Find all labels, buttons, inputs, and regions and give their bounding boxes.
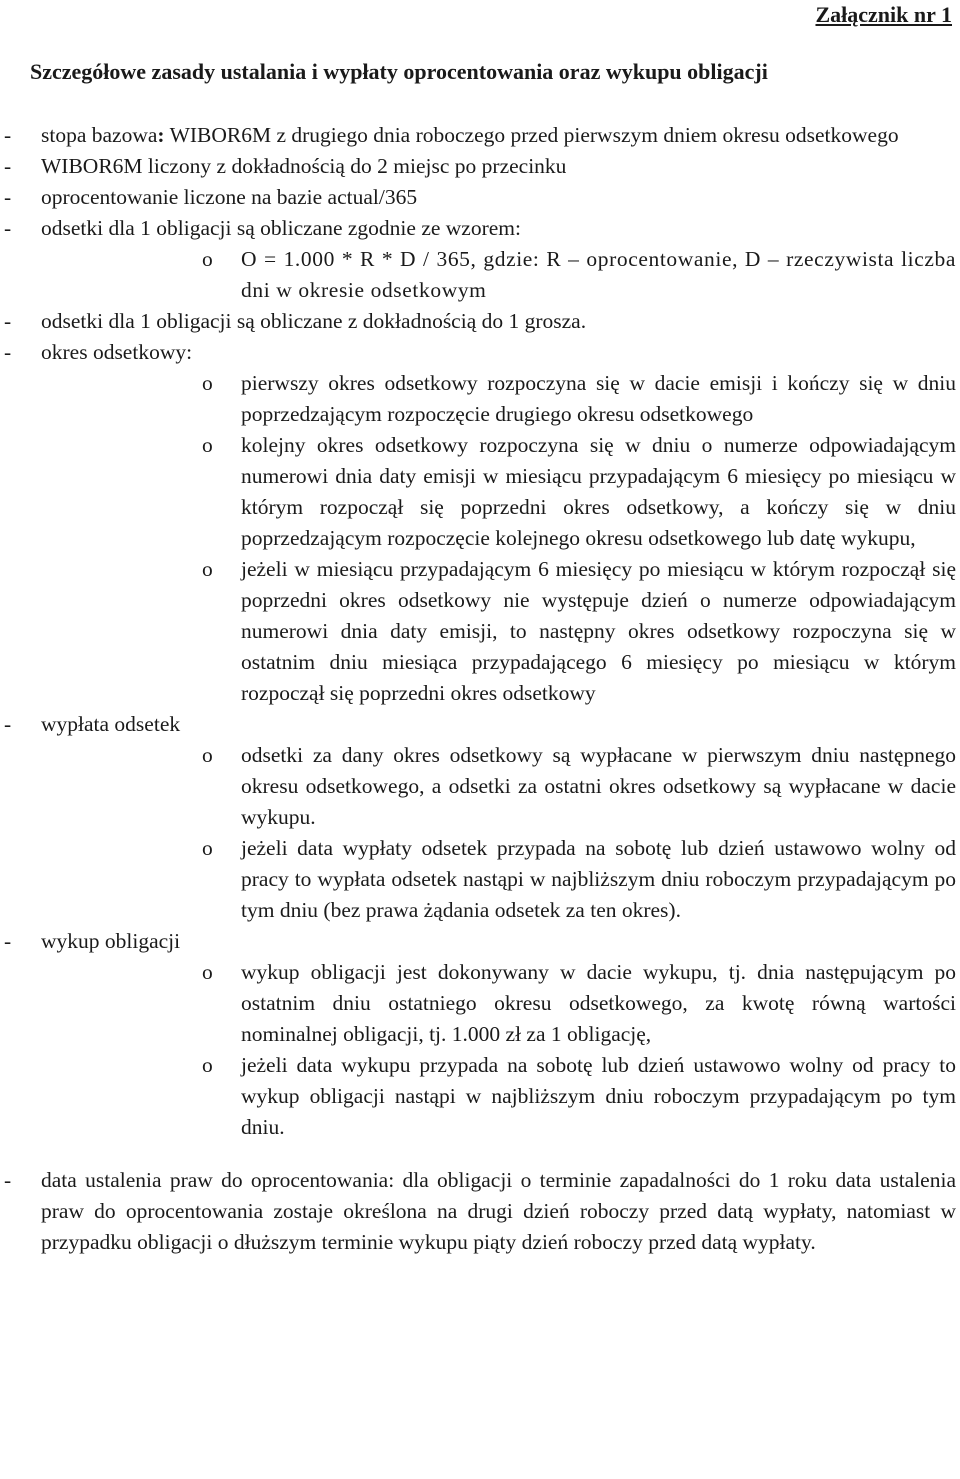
interest-payment-point: o odsetki za dany okres odsetkowy są wypłacane w pierwszym dniu następnego okresu odsetkowego, a odsetki za ostatni okres odsetkowy są wypłacane w dacie wykupu. [0,740,956,833]
list-item-base-rate [0,120,956,151]
interest-payment-list [0,740,956,926]
redemption-list [0,957,956,1143]
list-item-interest-period: - okres odsetkowy: [0,337,956,368]
redemption-point: o wykup obligacji jest dokonywany w dacie wykupu, tj. dnia następującym po ostatnim dniu ostatniego okresu odsetkowego, za kwotę równą wartości nominalnej obligacji, tj. 1.000 zł za 1 obligację, [0,957,956,1050]
list-item-basis: - oprocentowanie liczone na bazie actual/365 [0,182,956,213]
document-body [0,120,956,1258]
redemption-point: o jeżeli data wykupu przypada na sobotę lub dzień ustawowo wolny od pracy to wykup obligacji nastąpi w najbliższym dniu roboczym przypadającym po tym dniu. [0,1050,956,1143]
list-item-formula-intro: - odsetki dla 1 obligacji są obliczane zgodnie ze wzorem: [0,213,956,244]
base-rate-text: WIBOR6M z drugiego dnia roboczego przed pierwszym dniem okresu odsetkowego [164,123,899,147]
annex-label: Załącznik nr 1 [815,2,952,27]
spacer [0,1143,956,1165]
formula-text: o O = 1.000 * R * D / 365, gdzie: R – oprocentowanie, D – rzeczywista liczba dni w okresie odsetkowym [0,244,956,306]
interest-payment-point: o jeżeli data wypłaty odsetek przypada na sobotę lub dzień ustawowo wolny od pracy to wypłata odsetek nastąpi w najbliższym dniu roboczym przypadającym po tym dniu (bez prawa żądania odsetek za ten okres). [0,833,956,926]
base-rate-label: stopa bazowa [41,123,158,147]
interest-period-point: o kolejny okres odsetkowy rozpoczyna się w dniu o numerze odpowiadającym numerowi dnia daty emisji w miesiącu przypadającym 6 miesięcy po miesiącu w którym rozpoczął się poprzedni okres odsetkowy, a kończy się w dniu poprzedzającym rozpoczęcie kolejnego okresu odsetkowego lub datę wykupu, [0,430,956,554]
list-item-rounding: - odsetki dla 1 obligacji są obliczane z dokładnością do 1 grosza. [0,306,956,337]
interest-period-point: o pierwszy okres odsetkowy rozpoczyna się w dacie emisji i kończy się w dniu poprzedzającym rozpoczęcie drugiego okresu odsetkowego [0,368,956,430]
list-item-redemption: - wykup obligacji [0,926,956,957]
list-item-precision: - WIBOR6M liczony z dokładnością do 2 miejsc po przecinku [0,151,956,182]
formula-list [0,244,956,306]
list-item-record-date: - data ustalenia praw do oprocentowania: dla obligacji o terminie zapadalności do 1 roku data ustalenia praw do oprocentowania zostaje określona na drugi dzień roboczy przed datą wypłaty, natomiast w przypadku obligacji o dłuższym terminie wykupu piąty dzień roboczy przed datą wypłaty. [0,1165,956,1258]
interest-period-point: o jeżeli w miesiącu przypadającym 6 miesięcy po miesiącu w którym rozpoczął się poprzedni okres odsetkowy nie występuje dzień o numerze odpowiadającym numerowi dnia daty emisji, to następny okres odsetkowy rozpoczyna się w ostatnim dniu miesiąca przypadającego 6 miesięcy po miesiącu w którym rozpoczął się poprzedni okres odsetkowy [0,554,956,709]
interest-period-list [0,368,956,709]
document-title: Szczegółowe zasady ustalania i wypłaty oprocentowania oraz wykupu obligacji [30,59,768,84]
base-rate-colon: : [157,123,165,147]
list-item-interest-payment: - wypłata odsetek [0,709,956,740]
